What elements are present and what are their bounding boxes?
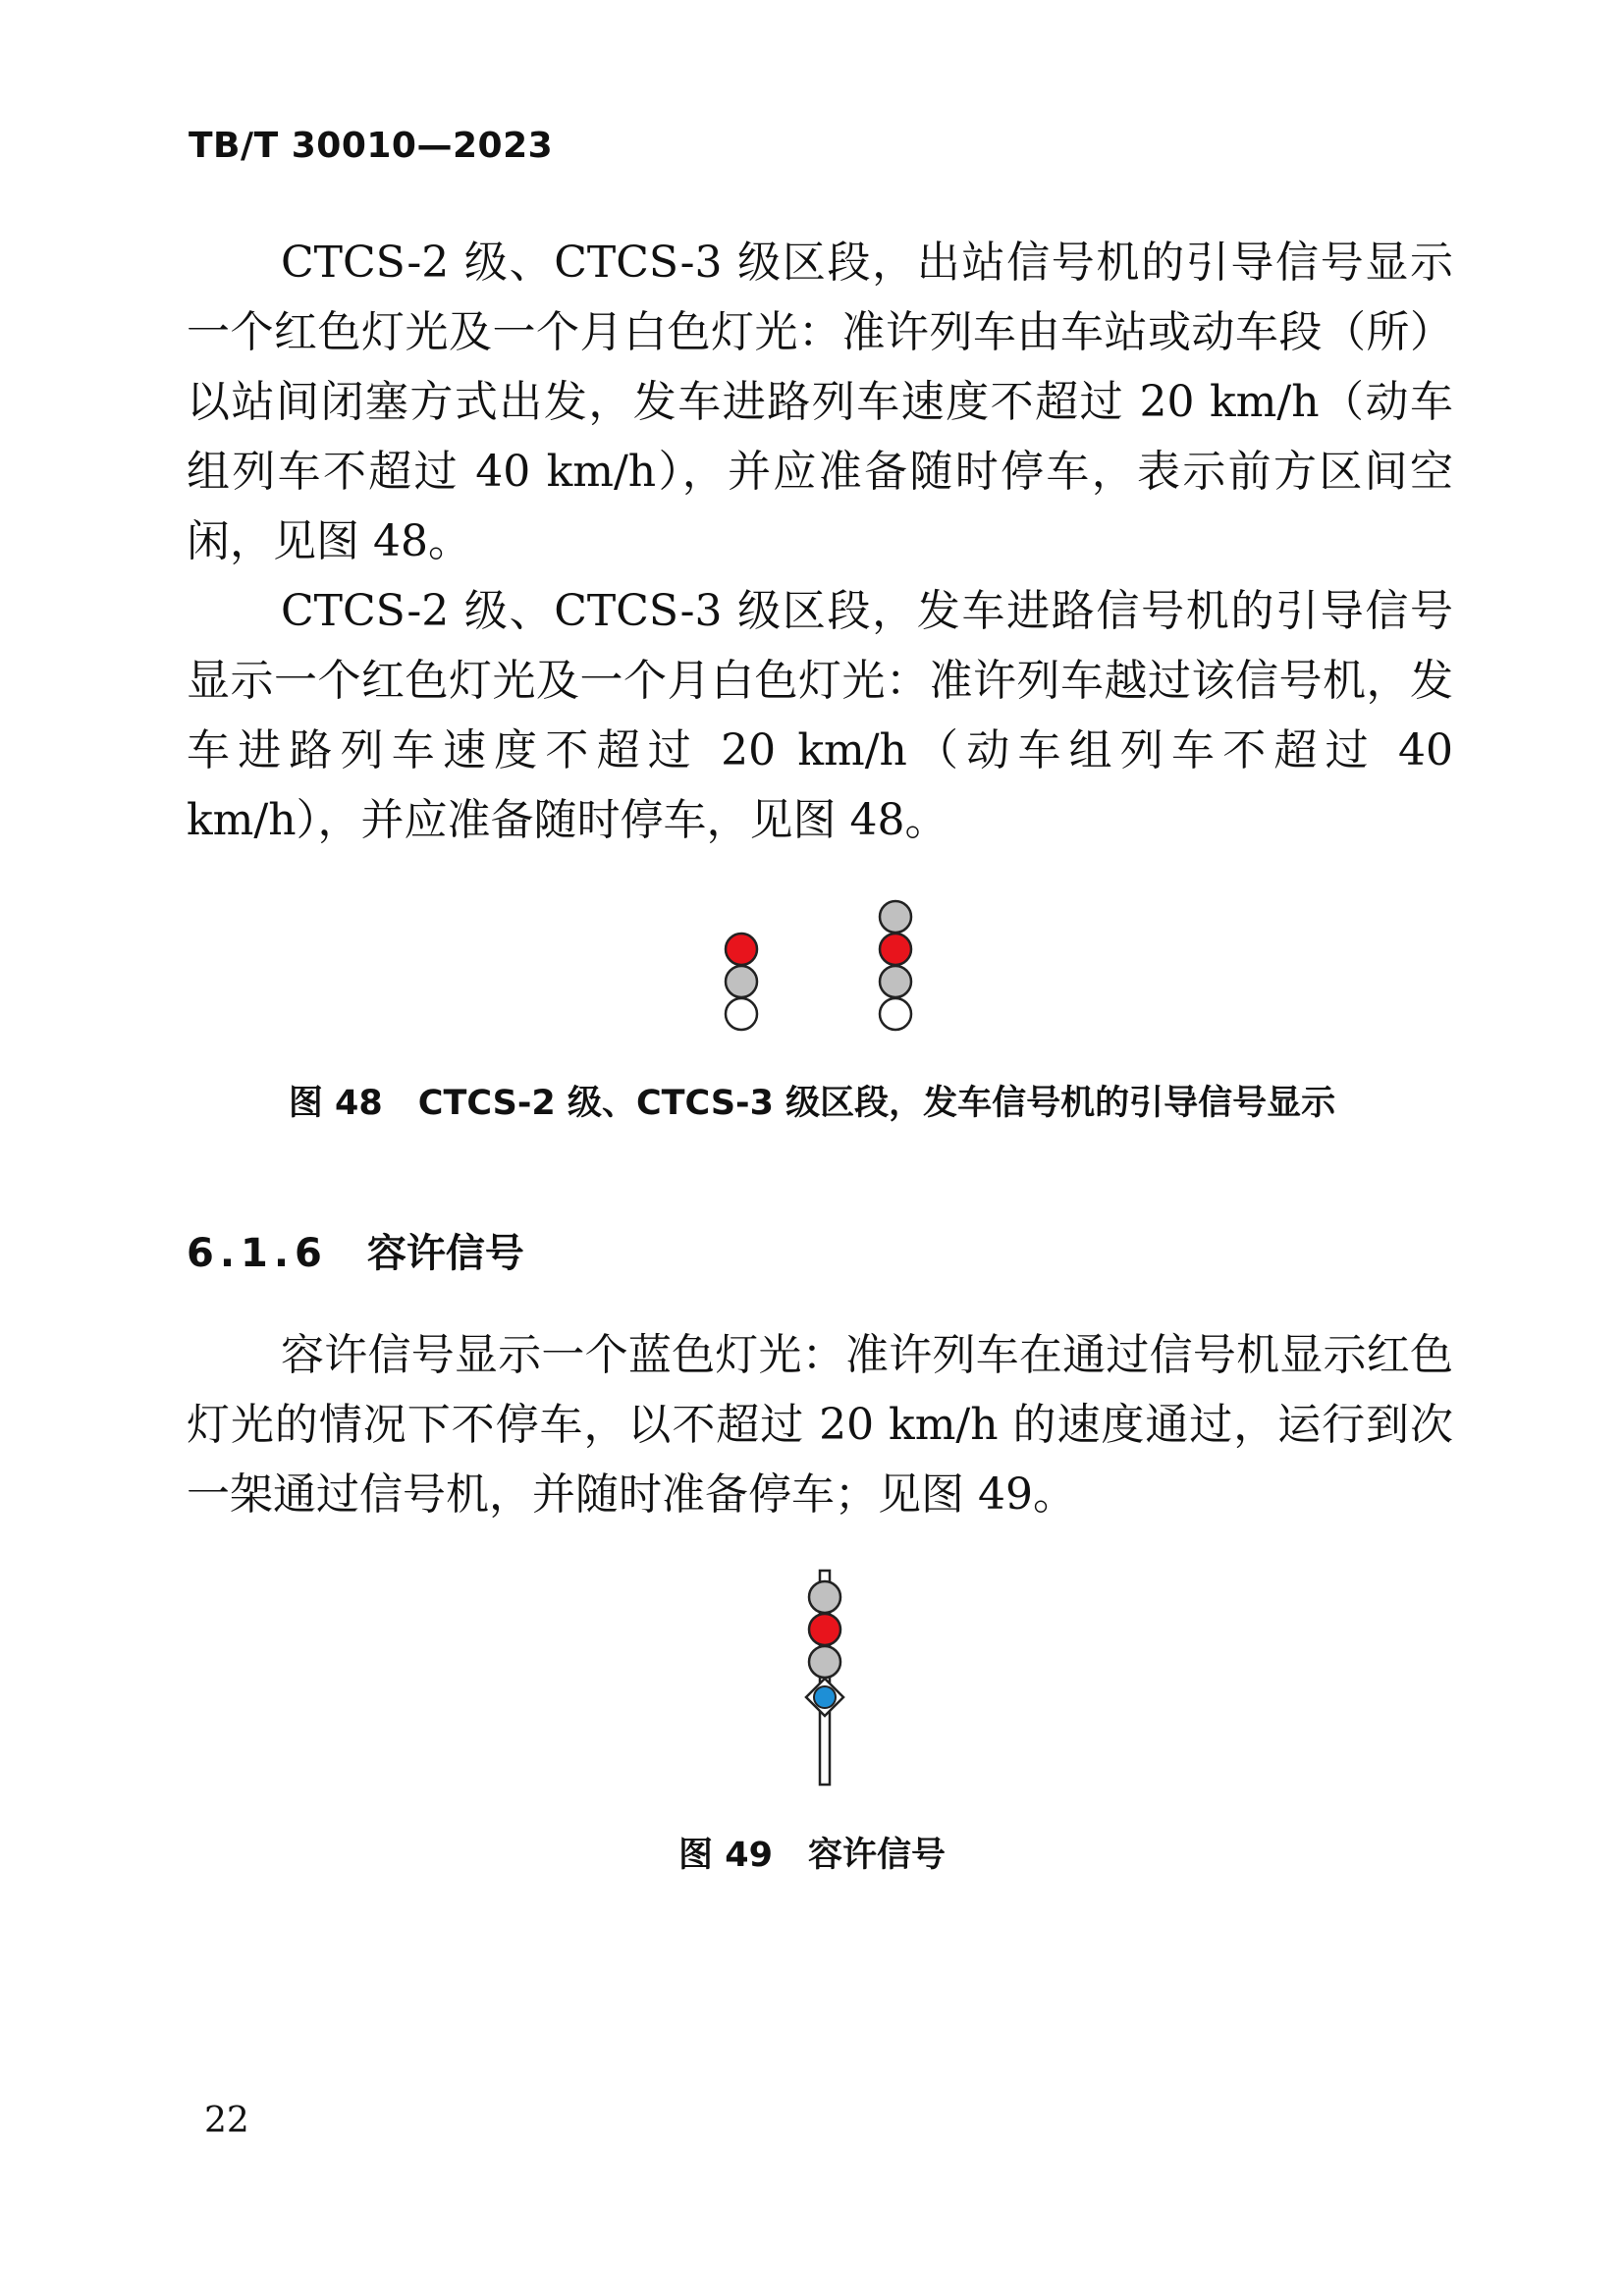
left-signal-lamp-white	[726, 998, 757, 1030]
paragraph-departure-route-signal: CTCS-2 级、CTCS-3 级区段，发车进路信号机的引导信号显示一个红色灯光及一个月白色灯光：准许列车越过该信号机，发车进路列车速度不超过 20 km/h（动车组列车不超过 40 km/h），并应准备随时停车，见图 48。	[187, 586, 1453, 845]
figure-48-number: 图 48	[288, 1084, 383, 1123]
standard-code: TB/T 30010—2023	[189, 126, 554, 166]
figure-49-signal	[766, 1561, 884, 1787]
figure-49-caption	[0, 1828, 1624, 1877]
left-signal-lamp-red	[726, 934, 757, 965]
section-number: 6.1.6	[187, 1231, 328, 1276]
figure-49-title: 容许信号	[807, 1836, 946, 1875]
section-title: 容许信号	[366, 1231, 524, 1276]
signal-lamp-gray-top	[809, 1581, 840, 1613]
figure-49-number: 图 49	[678, 1836, 773, 1875]
section-heading	[187, 1222, 524, 1278]
signal-lamp-red	[809, 1614, 840, 1645]
left-signal-lamp-gray	[726, 966, 757, 997]
figure-48-title: CTCS-2 级、CTCS-3 级区段，发车信号机的引导信号显示	[417, 1084, 1336, 1123]
paragraph-exit-signal: CTCS-2 级、CTCS-3 级区段，出站信号机的引导信号显示一个红色灯光及一个月白色灯光：准许列车由车站或动车段（所）以站间闭塞方式出发，发车进路列车速度不超过 20 km/h（动车组列车不超过 40 km/h），并应准备随时停车，表示前方区间空闲，见图 48。	[187, 238, 1453, 566]
blue-lamp	[814, 1686, 836, 1708]
right-signal-lamp-gray	[880, 966, 911, 997]
right-signal-lamp-gray-top	[880, 901, 911, 933]
paragraph-permissive-signal: 容许信号显示一个蓝色灯光：准许列车在通过信号机显示红色灯光的情况下不停车，以不超过 20 km/h 的速度通过，运行到次一架通过信号机，并随时准备停车；见图 49。	[187, 1330, 1453, 1520]
figure-48-caption	[0, 1076, 1624, 1125]
right-signal-lamp-white	[880, 998, 911, 1030]
page-number: 22	[204, 2101, 249, 2141]
right-signal	[880, 901, 911, 1030]
signal-lamp-gray	[809, 1646, 840, 1678]
right-signal-lamp-red	[880, 934, 911, 965]
left-signal	[726, 934, 757, 1030]
figure-48-signals	[687, 883, 943, 1041]
